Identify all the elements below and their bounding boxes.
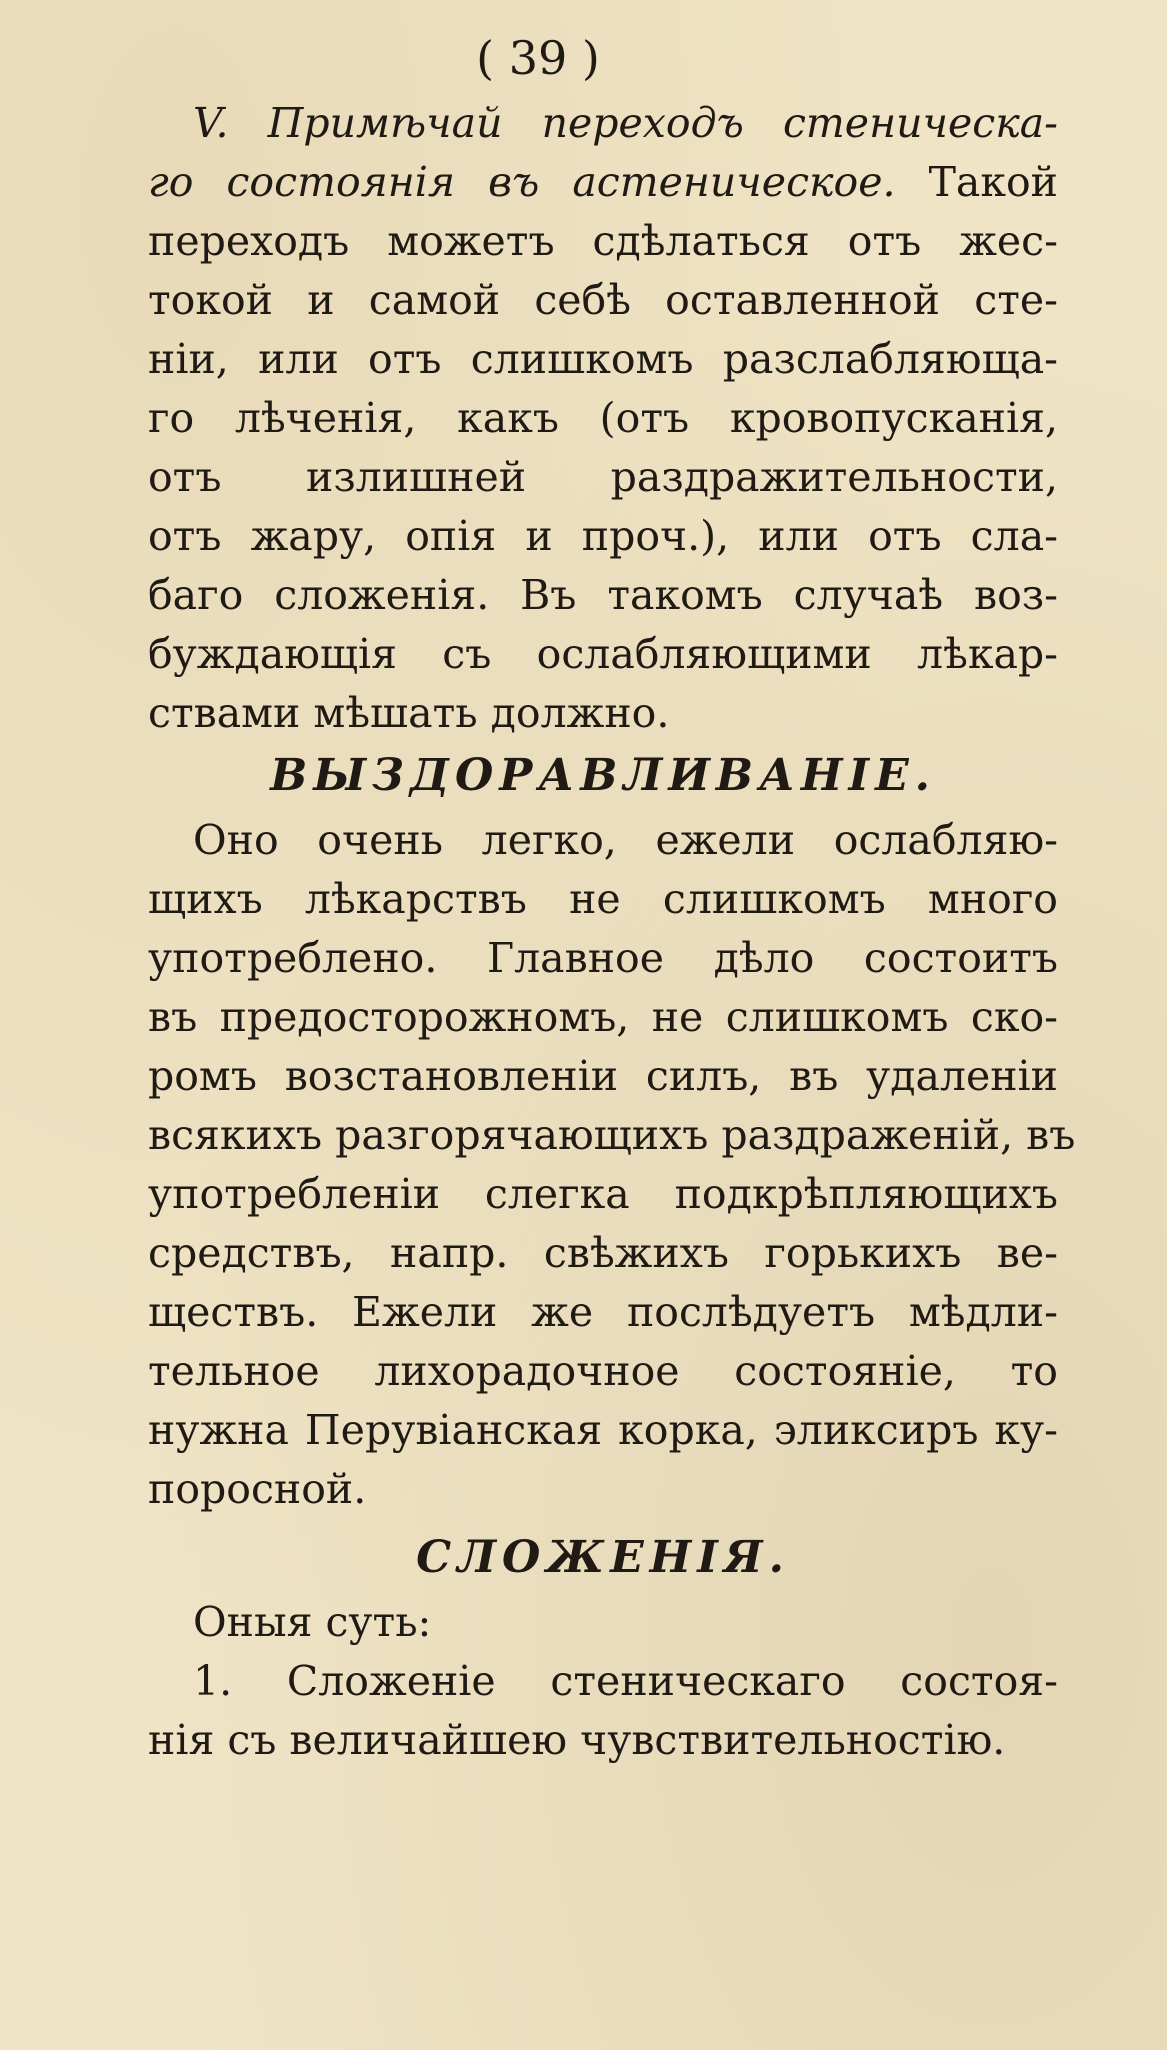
recovery-line: средствъ, напр. свѣжихъ горькихъ ве- [148,1229,1058,1277]
recovery-line: въ предосторожномъ, не слишкомъ ско- [148,993,1058,1041]
recovery-line: нужна Перувіанская корка, эликсиръ ку- [148,1406,1058,1454]
complication-item-1-line: нія съ величайшею чувствительностію. [148,1716,1006,1764]
recovery-line: употребленіи слегка подкрѣпляющихъ [148,1170,1058,1218]
section-v-line: баго сложенія. Въ такомъ случаѣ воз- [148,571,1058,619]
section-v-line: V. Примѣчай переходъ стеническа- [193,99,1058,147]
section-v-line: отъ жару, опія и проч.), или отъ сла- [148,512,1058,560]
complications-paragraph [148,1593,1058,1652]
recovery-line: щихъ лѣкарствъ не слишкомъ много [148,875,1058,923]
section-v-line: го лѣченія, какъ (отъ кровопусканія, [148,394,1058,442]
recovery-line: тельное лихорадочное состояніе, то [148,1347,1058,1395]
section-v-line: переходъ можетъ сдѣлаться отъ жес- [148,217,1058,265]
recovery-line: всякихъ разгорячающихъ раздраженій, въ [148,1111,1076,1159]
section-v-line: отъ излишней раздражительности, [148,453,1058,501]
complication-item-1 [148,1652,1058,1770]
recovery-line: Оно очень легко, ежели ослабляю- [193,816,1058,864]
section-v-line: ніи, или отъ слишкомъ разслабляюща- [148,335,1058,383]
recovery-line: поросной. [148,1465,367,1513]
complications-intro: Оныя суть: [193,1598,432,1646]
recovery-line: употреблено. Главное дѣло состоитъ [148,934,1058,982]
section-v-paragraph [148,94,1058,743]
section-v-line: токой и самой себѣ оставленной сте- [148,276,1058,324]
complication-item-1-line: 1. Сложеніе стеническаго состоя- [193,1657,1058,1705]
recovery-paragraph [148,811,1076,1519]
section-heading-complications: СЛОЖЕНІЯ. [416,1532,790,1583]
recovery-line: ромъ возстановленіи силъ, въ удаленіи [148,1052,1058,1100]
section-v-title-tail: го состоянія въ астеническое. [148,158,896,206]
recovery-line: ществъ. Ежели же послѣдуетъ мѣдли- [148,1288,1058,1336]
book-page [148,28,1076,1770]
section-v-line: го состоянія въ астеническое. Такой [148,158,1058,206]
section-v-line: ствами мѣшать должно. [148,689,670,737]
page-number: ( 39 ) [476,31,600,85]
section-v-line: буждающія съ ослабляющими лѣкар- [148,630,1058,678]
section-heading-recovery: ВЫЗДОРАВЛИВАНІЕ. [270,750,936,801]
